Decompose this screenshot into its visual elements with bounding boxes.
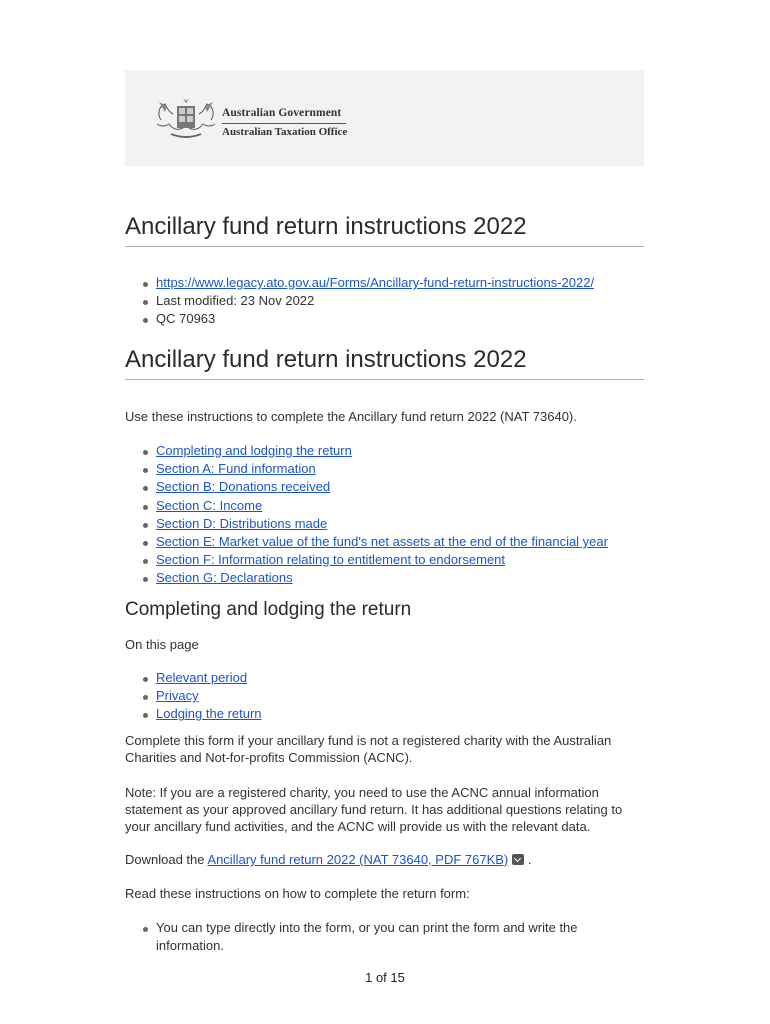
page-title: Ancillary fund return instructions 2022 (125, 345, 644, 380)
download-paragraph (125, 851, 650, 868)
toc-link-completing[interactable]: Completing and lodging the return (156, 443, 352, 458)
on-page-item[interactable] (125, 705, 685, 723)
on-this-page-label: On this page (125, 637, 199, 652)
instructions-lead: Read these instructions on how to complete the return form: (125, 886, 470, 901)
contents-list (125, 442, 685, 588)
toc-item[interactable] (125, 551, 685, 569)
on-this-page-list (125, 669, 685, 724)
meta-modified-item: Last modified: 23 Nov 2022 (125, 292, 685, 310)
header-banner (125, 70, 644, 166)
toc-item[interactable] (125, 515, 685, 533)
instruction-item: You can type directly into the form, or you can print the form and write the information. (125, 919, 636, 955)
instructions-list (125, 919, 685, 955)
intro-text: Use these instructions to complete the Ancillary fund return 2022 (NAT 73640). (125, 409, 577, 424)
on-page-item[interactable] (125, 669, 685, 687)
meta-qc-item: QC 70963 (125, 310, 685, 328)
toc-link-section-e[interactable]: Section E: Market value of the fund's net assets at the end of the financial year (156, 534, 608, 550)
link-lodging-return[interactable]: Lodging the return (156, 706, 262, 722)
meta-url-item[interactable] (125, 274, 685, 292)
download-suffix: . (527, 852, 532, 867)
toc-link-section-a[interactable]: Section A: Fund information (156, 461, 316, 477)
toc-item[interactable] (125, 442, 685, 460)
toc-item[interactable] (125, 497, 685, 515)
note-paragraph: Note: If you are a registered charity, you need to use the ACNC annual information statement as your approved ancillary fund return. It has additional questions relating to your ancillary fund activities, and the ACNC will provide us with the relevant data. (125, 785, 623, 834)
toc-link-section-g[interactable]: Section G: Declarations (156, 570, 293, 586)
source-url-link[interactable]: https://www.legacy.ato.gov.au/Forms/Ancillary-fund-return-instructions-2022/ (156, 275, 595, 290)
toc-item[interactable] (125, 478, 685, 496)
toc-item[interactable] (125, 460, 685, 478)
toc-link-section-f[interactable]: Section F: Information relating to entitlement to endorsement (156, 552, 506, 568)
toc-item[interactable] (125, 569, 685, 587)
download-icon[interactable] (512, 854, 524, 865)
toc-item[interactable] (125, 533, 685, 551)
download-form-link[interactable]: Ancillary fund return 2022 (NAT 73640, PDF 767KB) (207, 852, 509, 867)
page-number: 1 of 15 (365, 970, 405, 985)
government-name: Australian Government (222, 107, 342, 119)
section-heading: Completing and lodging the return (125, 599, 412, 620)
header-divider (222, 123, 346, 124)
download-prefix: Download the (125, 852, 205, 867)
coat-of-arms-icon (153, 94, 219, 142)
on-page-item[interactable] (125, 687, 685, 705)
toc-link-section-b[interactable]: Section B: Donations received (156, 479, 331, 495)
document-meta-list (125, 274, 685, 329)
eligibility-paragraph: Complete this form if your ancillary fund is not a registered charity with the Australian Charities and Not-for-profits Commission (ACNC). (125, 733, 612, 765)
document-title: Ancillary fund return instructions 2022 (125, 212, 644, 247)
toc-link-section-c[interactable]: Section C: Income (156, 497, 263, 513)
agency-name: Australian Taxation Office (222, 126, 348, 138)
link-privacy[interactable]: Privacy (156, 688, 199, 704)
toc-link-section-d[interactable]: Section D: Distributions made (156, 515, 328, 531)
link-relevant-period[interactable]: Relevant period (156, 670, 248, 685)
